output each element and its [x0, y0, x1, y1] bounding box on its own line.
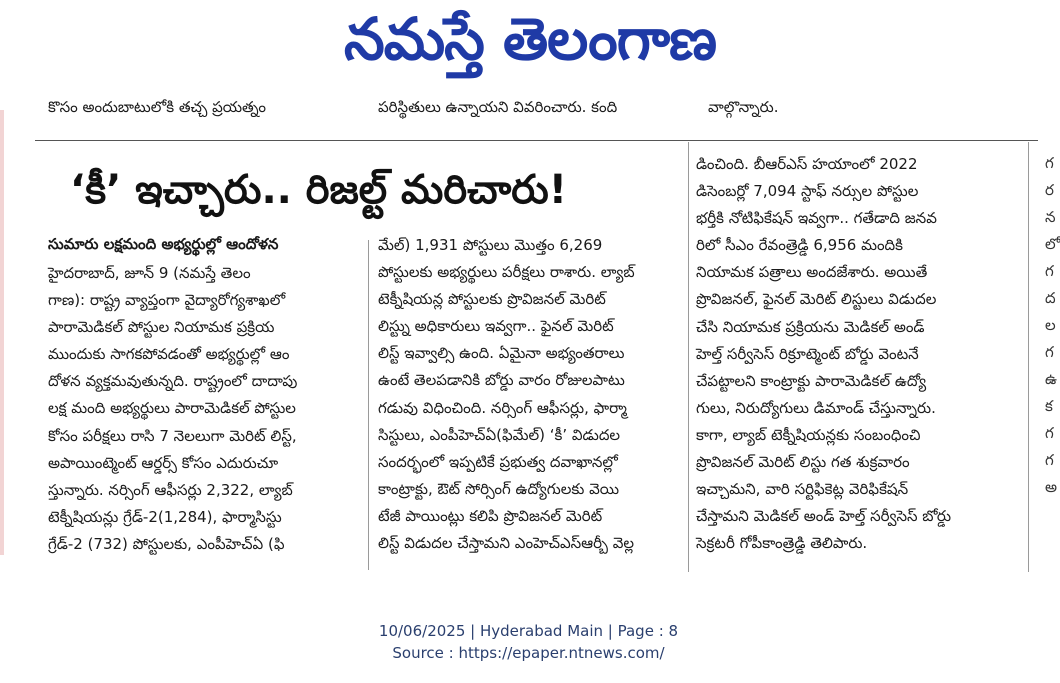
text-line: సిస్టులు, ఎంపీహెచ్ఏ(ఫిమేల్) ‘కీ’ విడుదల — [378, 425, 621, 444]
adjacent-article-edge — [1045, 150, 1060, 570]
text-line: టేజీ పాయింట్లు కలిపి ప్రొవిజనల్ మెరిట్ — [378, 506, 603, 525]
text-fragment: గ — [1045, 154, 1054, 172]
text-line: టెక్నీషియన్ల పోస్టులకు ప్రొవిజనల్ మెరిట్ — [378, 290, 606, 309]
article-subhead: సుమారు లక్షమంది అభ్యర్థుల్లో ఆందోళన — [48, 235, 279, 253]
text-line: లిస్ట్ ఇవ్వాల్సి ఉంది. ఏమైనా అభ్యంతరాలు — [378, 344, 625, 363]
text-line: మేల్) 1,931 పోస్టులు మొత్తం 6,269 — [378, 236, 603, 254]
left-edge-strip — [0, 110, 4, 555]
text-line: గడువు విధించింది. నర్సింగ్ ఆఫీసర్లు, ఫార్మా — [378, 398, 627, 417]
text-line: ఇచ్చామని, వారి సర్టిఫికెట్ల వెరిఫికేషన్ — [696, 480, 909, 499]
text-line: లిస్ట్ విడుదల చేస్తామని ఎంహెచ్ఎస్ఆర్బీ వెల్ల — [378, 534, 635, 553]
text-line: పారామెడికల్ పోస్టుల నియామక ప్రక్రియ — [48, 318, 275, 337]
text-line: హైదరాబాద్, జూన్ 9 (నమస్తే తెలం — [48, 264, 251, 282]
article-column-2 — [378, 232, 678, 557]
text-fragment: ఉ — [1045, 370, 1057, 388]
column-divider — [688, 142, 689, 572]
text-line: లిస్ట్ను అధికారులు ఇవ్వగా.. ఫైనల్ మెరిట్ — [378, 317, 614, 336]
text-fragment: గ — [1045, 343, 1054, 361]
top-fragment-1: కొసం అందుబాటులోకి తచ్చ ప్రయత్నం — [48, 98, 266, 116]
text-line: ప్రొవిజనల్ మెరిట్ లిస్టు గత శుక్రవారం — [696, 453, 910, 472]
text-line: లక్ష మంది అభ్యర్థులు పారామెడికల్ పోస్టుల — [48, 399, 296, 418]
top-fragment-3: వాల్గొన్నారు. — [708, 98, 779, 116]
text-line: టెక్నీషియన్లు గ్రేడ్-2(1,284), ఫార్మాసిస్టు — [48, 507, 282, 526]
text-line: అపాయింట్మెంట్ ఆర్డర్స్ కోసం ఎదురుచూ — [48, 453, 279, 472]
text-line: కోసం పరీక్షలు రాసి 7 నెలలుగా మెరిట్ లిస్ట్, — [48, 426, 297, 445]
section-divider — [35, 140, 1038, 141]
text-line: చేపట్టాలని కాంట్రాక్టు పారామెడికల్ ఉద్యో — [696, 371, 927, 390]
text-line: గులు, నిరుద్యోగులు డిమాండ్ చేస్తున్నారు. — [696, 398, 936, 417]
text-line: దోళన వ్యక్తమవుతున్నది. రాష్ట్రంలో దాదాపు — [48, 372, 298, 391]
text-line: సెక్రటరీ గోపీకాంత్రెడ్డి తెలిపారు. — [696, 534, 868, 553]
article-column-1 — [48, 260, 366, 558]
masthead — [0, 0, 1057, 80]
newspaper-logo: నమస్తే తెలంగాణ — [344, 5, 716, 73]
text-line: డిసెంబర్లో 7,094 స్టాఫ్ నర్సుల పోస్టుల — [696, 182, 919, 201]
text-fragment: గ — [1045, 451, 1054, 469]
text-line: చేస్తామని మెడికల్ అండ్ హెల్త్ సర్వీసెస్ బోర్డు — [696, 507, 952, 526]
column-divider — [368, 240, 369, 570]
top-fragment-2: పరిస్థితులు ఉన్నాయని వివరించారు. కంది — [378, 98, 618, 116]
text-line: డించింది. బీఆర్ఎస్ హయాంలో 2022 — [696, 155, 918, 173]
text-line: స్తున్నారు. నర్సింగ్ ఆఫీసర్లు 2,322, ల్యాబ్ — [48, 480, 293, 499]
footer-source: Source : https://epaper.ntnews.com/ — [392, 644, 665, 662]
column-divider — [1028, 142, 1029, 572]
text-line: సందర్భంలో ఇప్పటికే ప్రభుత్వ దవాఖానల్లో — [378, 452, 618, 471]
text-line: భర్తీకి నోటిఫికేషన్ ఇవ్వగా.. గతేడాది జనవ — [696, 209, 937, 228]
text-fragment: ద — [1045, 289, 1056, 307]
text-fragment: ల — [1045, 316, 1056, 334]
article-headline: ‘కీ’ ఇచ్చారు.. రిజల్ట్ మరిచారు! — [70, 167, 568, 213]
text-line: ఉంటే తెలపడానికి బోర్డు వారం రోజులపాటు — [378, 371, 625, 390]
text-line: ప్రొవిజనల్, ఫైనల్ మెరిట్ లిస్టులు విడుదల — [696, 290, 937, 309]
text-line: కాగా, ల్యాబ్ టెక్నీషియన్లకు సంబంధించి — [696, 425, 921, 444]
text-line: ముందుకు సాగకపోవడంతో అభ్యర్థుల్లో ఆం — [48, 345, 290, 364]
text-line: హెల్త్ సర్వీసెస్ రిక్రూట్మెంట్ బోర్డు వెంటనే — [696, 344, 919, 363]
text-line: గ్రేడ్-2 (732) పోస్టులకు, ఎంపీహెచ్ఏ (ఫి — [48, 534, 285, 553]
text-fragment: అ — [1045, 478, 1058, 496]
text-fragment: ర — [1045, 181, 1054, 199]
footer-edition-info: 10/06/2025 | Hyderabad Main | Page : 8 — [378, 622, 679, 640]
text-line: రిలో సీఎం రేవంత్రెడ్డి 6,956 మందికి — [696, 236, 903, 255]
text-fragment: న — [1045, 208, 1056, 226]
text-fragment: లో — [1045, 235, 1060, 253]
text-line: కాంట్రాక్టు, ఔట్ సోర్సింగ్ ఉద్యోగులకు వెయి — [378, 479, 620, 498]
text-line: నియామక పత్రాలు అందజేశారు. అయితే — [696, 263, 928, 282]
text-line: గాణ): రాష్ట్ర వ్యాప్తంగా వైద్యారోగ్యశాఖలో — [48, 291, 286, 310]
text-line: చేసి నియామక ప్రక్రియను మెడికల్ అండ్ — [696, 317, 925, 336]
text-fragment: గ — [1045, 424, 1054, 442]
text-line: పోస్టులకు అభ్యర్థులు పరీక్షలు రాశారు. ల్యాబ్ — [378, 263, 635, 282]
text-fragment: గ — [1045, 262, 1054, 280]
text-fragment: క — [1045, 397, 1053, 415]
article-column-3 — [696, 151, 1008, 557]
